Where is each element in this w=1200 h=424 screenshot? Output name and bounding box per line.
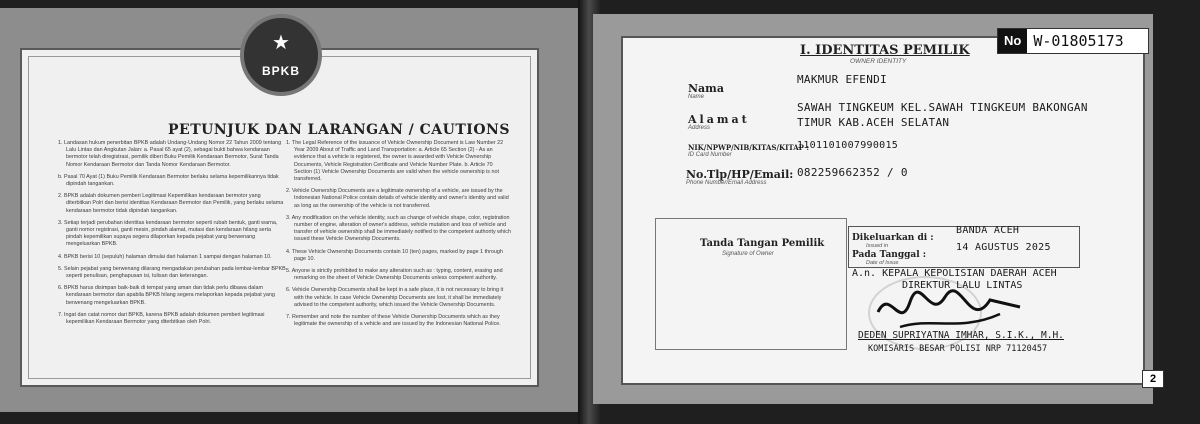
cautions-title: PETUNJUK DAN LARANGAN / CAUTIONS: [168, 122, 510, 138]
address-label: Alamat: [688, 113, 750, 126]
bpkb-logo-icon: [240, 14, 322, 96]
id-number-sublabel: ID Card Number: [688, 152, 732, 158]
page-number: 2: [1142, 370, 1164, 388]
document-number-box: [997, 28, 1149, 54]
caution-item: 3. Setiap terjadi perubahan identitas kendaraan bermotor seperti rubah bentuk, ganti warna, ganti nomor registrasi, ganti mesin, pindah alamat, mutasi dan kendaraan hilang serta pindah kepemilikan supaya segera dilaporkan kepada pejabat yang berwenang mengeluarkan BPKB.: [58, 219, 278, 248]
owner-identity-subtitle: OWNER IDENTITY: [850, 58, 907, 65]
caution-item: b. Pasal 70 Ayat (1) Buku Pemilik Kendaraan Bermotor berlaku selama kepemilikannya tidak dipindah tangankan.: [58, 173, 279, 188]
caution-item: 2. BPKB adalah dokumen pemberi Legitimasi Kepemilikan kendaraan bermotor yang diterbitkan Polri dan berisi identitas Kendaraan Bermotor dan Pemilik, yang berlaku selama kendaraan bermotor tidak dipindah tangankan.: [58, 193, 284, 214]
officer-name: DEDEN SUPRIYATNA IMHAR, S.I.K., M.H.: [858, 330, 1064, 341]
name-label: Nama: [688, 82, 724, 95]
phone-value: 082259662352 / 0: [797, 166, 908, 179]
issue-date-sublabel: Date of Issue: [866, 260, 899, 266]
caution-item: 4. These Vehicle Ownership Documents contain 10 (ten) pages, marked by page 1 through page 10.: [286, 248, 503, 262]
caution-item: 7. Ingat dan catat nomor dari BPKB, karena BPKB adalah dokumen pemberi legitimasi kepemilikan Kendaraan Bermotor yang diterbitkan oleh Polri.: [58, 311, 265, 326]
caution-item: 1. The Legal Reference of the issuance of Vehicle Ownership Document is Law Number 22 Year 2009 About of Traffic and Land Transportation: a. Article 65 Section (2) - As an evidence that a vehicle is registered, the owner is awarded with Vehicle Ownership Documents, Vehicle Registration Certificate and Vehicle Number Plate. b. Article 70 Section (1) Vehicle Ownership Documents are valid when the vehicle ownership is not transferred.: [286, 140, 504, 183]
owner-identity-title: I. IDENTITAS PEMILIK: [800, 43, 970, 58]
owner-signature-label: Tanda Tangan Pemilik: [700, 238, 825, 249]
address-sublabel: Address: [688, 125, 711, 131]
name-sublabel: Name: [688, 94, 705, 100]
caution-item: 6. BPKB harus disimpan baik-baik di tempat yang aman dan tidak perlu dibawa dalam kendaraan bermotor dan apabila BPKB hilang segera melaporkan kepada pejabat yang berwenang mengeluarkan BPKB.: [58, 285, 275, 306]
id-number-label: NIK/NPWP/NIB/KITAS/KITAP :: [688, 143, 809, 152]
document-number-label: No: [998, 29, 1027, 53]
officer-title-line-2: DIREKTUR LALU LINTAS: [902, 280, 1023, 291]
caution-item: 7. Remember and note the number of these Vehicle Ownership Documents which as they legitimate the ownership of a vehicle and are issued by the Indonesian National Police.: [286, 314, 501, 328]
owner-name-value: MAKMUR EFENDI: [797, 73, 887, 86]
issue-date-value: 14 AGUSTUS 2025: [956, 242, 1051, 253]
document-number-value: W-01805173: [1033, 32, 1124, 50]
phone-label: No.Tlp/HP/Email:: [686, 168, 794, 181]
officer-title-line-1: A.n. KEPALA KEPOLISIAN DAERAH ACEH: [852, 268, 1057, 279]
caution-item: 5. Selain pejabat yang berwenang dilarang mengadakan perubahan pada lembar-lembar BPKB seperti penulisan, penghapusan isi, tulisan dan keterangan.: [58, 265, 286, 280]
caution-item: 6. Vehicle Ownership Documents shall be kept in a safe place, it is not necessary to bring it with the vehicle. In case Vehicle Ownership Documents are lost, it shall be immediately advised to the competent authority, which issued the Vehicle Ownership Documents.: [286, 287, 504, 308]
address-line-2: TIMUR KAB.ACEH SELATAN: [797, 116, 950, 129]
caution-item: 4. BPKB berisi 10 (sepuluh) halaman dimulai dari halaman 1 sampai dengan halaman 10.: [58, 253, 272, 260]
issued-in-label: Dikeluarkan di :: [852, 233, 934, 243]
caution-item: 3. Any modification on the vehicle identity, such as change of vehicle shape, color, registration number of engine, alteration of owner's address, vehicle mutation and loss of vehicle and transfer of vehicle ownership shall be immediately notified to the competent authority which issued these Vehicle Ownership Documents.: [286, 214, 511, 243]
star-icon: ★: [272, 32, 290, 54]
address-line-1: SAWAH TINGKEUM KEL.SAWAH TINGKEUM BAKONGAN: [797, 101, 1088, 114]
cautions-indonesian-column: [58, 140, 286, 331]
cautions-english-column: [286, 140, 512, 333]
issued-in-value: BANDA ACEH: [956, 225, 1020, 236]
issued-in-sublabel: Issued in: [866, 243, 889, 249]
caution-item: 2. Vehicle Ownership Documents are a legitimate ownership of a vehicle, are issued by the Indonesian National Police contain details of vehicle identity and owner's identity and valid as long as the ownership of the vehicle is not transferred.: [286, 188, 509, 209]
logo-text: BPKB: [261, 64, 300, 78]
owner-signature-sublabel: Signature of Owner: [722, 251, 774, 257]
caution-item: 1. Landasan hukum penerbitan BPKB adalah Undang-Undang Nomor 22 Tahun 2009 tentang Lalu Lintas dan Angkutan Jalan: a. Pasal 65 ayat (2), sebagai bukti bahwa kendaraan bermotor telah diregistrasi, pemilik diberi Buku Pemilik Kendaraan Bermotor, Surat Tanda Nomor Kendaraan Bermotor dan Tanda Nomor Kendaraan Bermotor.: [58, 140, 282, 168]
officer-rank: KOMISARIS BESAR POLISI NRP 71120457: [868, 344, 1048, 354]
caution-item: 5. Anyone is strictly prohibited to make any alteration such as : typing, content, erasing and remarking on the sheet of Vehicle Ownership Documents unless competent authority.: [286, 268, 503, 282]
phone-sublabel: Phone Number/Email Address: [686, 180, 767, 186]
id-number-value: 1101101007990015: [797, 140, 899, 151]
issue-date-label: Pada Tanggal :: [852, 250, 927, 260]
